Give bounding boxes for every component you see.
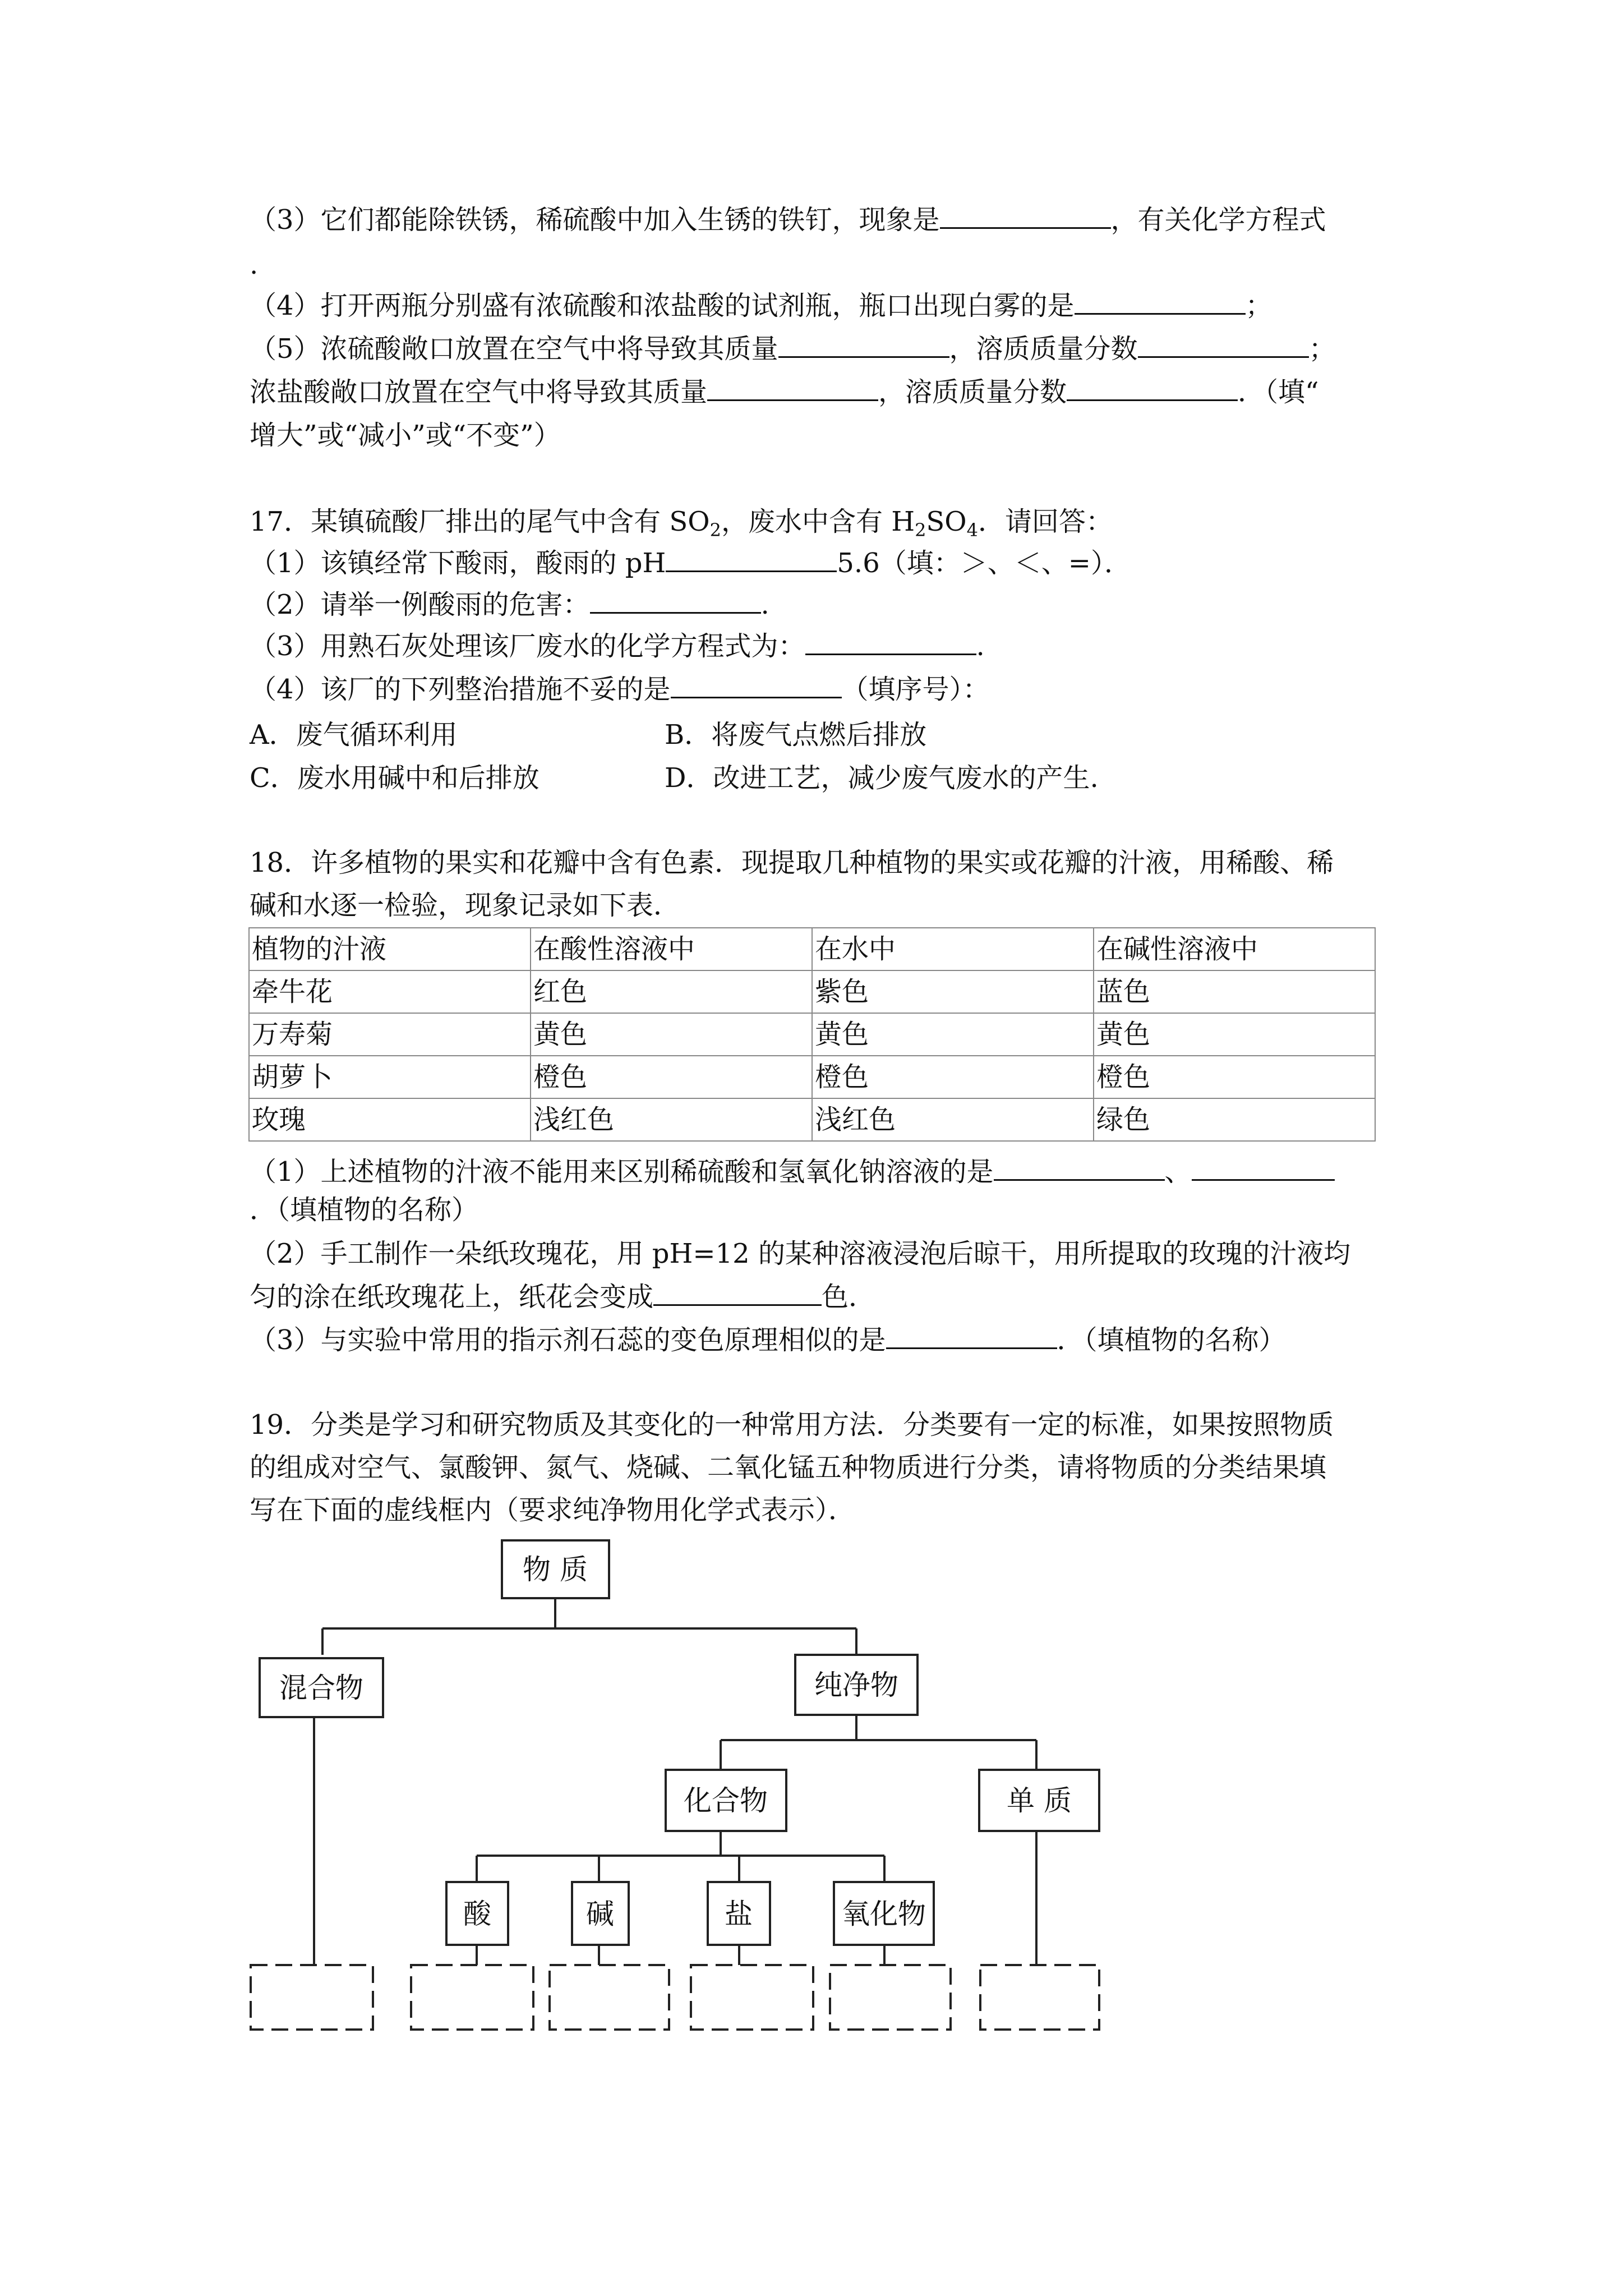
answer-box-base[interactable]: [550, 1965, 669, 2030]
q17-part2: （2）请举一例酸雨的危害： .: [250, 587, 1396, 623]
answer-blank[interactable]: [805, 629, 976, 655]
table-cell: 黄色: [1094, 1013, 1375, 1056]
answer-blank[interactable]: [1067, 375, 1238, 401]
answer-blank[interactable]: [886, 1323, 1057, 1349]
table-cell: 橙色: [812, 1056, 1094, 1098]
q18-part1-end: ．（填植物的名称）: [250, 1194, 479, 1226]
q16-part5-line2: 浓盐酸敞口放置在空气中将导致其质量 ，溶质质量分数 ．（填“: [250, 374, 1396, 410]
label-oxide: 氧化物: [842, 1898, 926, 1930]
q19-stem-line3: 写在下面的虚线框内（要求纯净物用化学式表示）．: [250, 1494, 856, 1526]
answer-blank[interactable]: [590, 587, 761, 614]
table-cell: 绿色: [1094, 1098, 1375, 1141]
tree-labels: [279, 1553, 1072, 1930]
q17-stem: 17．某镇硫酸厂排出的尾气中含有 $SO_2$，废水中含有 $H_2SO_4$．请回答：: [250, 506, 1113, 541]
label-base: 碱: [586, 1898, 614, 1930]
label-salt: 盐: [725, 1898, 753, 1930]
table-header-cell: 植物的汁液: [249, 928, 531, 970]
table-row: [249, 970, 1375, 1013]
table-cell: 红色: [531, 970, 812, 1013]
table-header-row: [249, 928, 1375, 970]
q18-stem-line2: 碱和水逐一检验，现象记录如下表．: [250, 890, 681, 921]
table-cell: 橙色: [531, 1056, 812, 1098]
q17-part4: （4）该厂的下列整治措施不妥的是 （填序号）：: [250, 671, 1396, 707]
table-header-cell: 在酸性溶液中: [531, 928, 812, 970]
label-element: 单 质: [1007, 1784, 1072, 1817]
plant-juice-table: [248, 927, 1376, 1142]
table-cell: 紫色: [812, 970, 1094, 1013]
table-cell: 黄色: [812, 1013, 1094, 1056]
q17-part1: （1）该镇经常下酸雨，酸雨的 pH 5.6（填：＞、＜、=）．: [250, 545, 1396, 581]
table-row: [249, 1013, 1375, 1056]
q18-part2-line2: 匀的涂在纸玫瑰花上，纸花会变成 色．: [250, 1279, 1396, 1315]
answer-blank[interactable]: [1075, 288, 1246, 315]
table-cell: 玫瑰: [249, 1098, 531, 1141]
table-cell: 蓝色: [1094, 970, 1375, 1013]
answer-boxes: [251, 1965, 1099, 2030]
q18-part3: （3）与实验中常用的指示剂石蕊的变色原理相似的是 ．（填植物的名称）: [250, 1322, 1396, 1358]
table-header-cell: 在碱性溶液中: [1094, 928, 1375, 970]
table-cell: 黄色: [531, 1013, 812, 1056]
answer-box-salt[interactable]: [691, 1965, 813, 2030]
answer-box-element[interactable]: [980, 1965, 1099, 2030]
tree-nodes: [260, 1540, 1099, 1945]
answer-blank[interactable]: [653, 1280, 822, 1306]
answer-box-mixture[interactable]: [251, 1965, 373, 2030]
q17-option-c: C．废水用碱中和后排放: [250, 762, 540, 794]
q17-option-d: D．改进工艺，减少废气废水的产生.: [665, 762, 1099, 794]
answer-blank[interactable]: [994, 1154, 1165, 1181]
answer-blank[interactable]: [1192, 1154, 1335, 1181]
q17-part3: （3）用熟石灰处理该厂废水的化学方程式为： .: [250, 628, 1396, 664]
answer-blank[interactable]: [666, 546, 837, 572]
label-mixture: 混合物: [279, 1672, 363, 1704]
q16-part5-line3: 增大”或“减小”或“不变”）: [250, 420, 561, 451]
q16-part3: （3）它们都能除铁锈，稀硫酸中加入生锈的铁钉，现象是 ，有关化学方程式: [250, 202, 1396, 238]
q17-option-a: A．废气循环利用: [250, 719, 458, 751]
label-pure-substance: 纯净物: [814, 1669, 898, 1701]
answer-blank[interactable]: [671, 672, 842, 698]
q18-stem-line1: 18．许多植物的果实和花瓣中含有色素．现提取几种植物的果实或花瓣的汁液，用稀酸、稀: [250, 847, 1334, 878]
q19-stem-line1: 19．分类是学习和研究物质及其变化的一种常用方法．分类要有一定的标准，如果按照物质: [250, 1409, 1334, 1441]
q17-option-b: B．将废气点燃后排放: [665, 719, 927, 751]
answer-box-acid[interactable]: [411, 1965, 533, 2030]
q16-part5-line1: （5）浓硫酸敞口放置在空气中将导致其质量 ，溶质质量分数 ；: [250, 331, 1396, 367]
q18-part1: （1）上述植物的汁液不能用来区别稀硫酸和氢氧化钠溶液的是 、: [250, 1154, 1396, 1190]
table-cell: 牵牛花: [249, 970, 531, 1013]
table-cell: 万寿菊: [249, 1013, 531, 1056]
q19-stem-line2: 的组成对空气、氯酸钾、氮气、烧碱、二氧化锰五种物质进行分类，请将物质的分类结果填: [250, 1452, 1327, 1483]
answer-blank[interactable]: [1138, 332, 1309, 358]
table-cell: 橙色: [1094, 1056, 1375, 1098]
answer-box-oxide[interactable]: [830, 1965, 951, 2030]
label-acid: 酸: [463, 1898, 491, 1930]
q18-part2-line1: （2）手工制作一朵纸玫瑰花，用 pH=12 的某种溶液浸泡后晾干，用所提取的玫瑰的汁液均: [250, 1238, 1350, 1269]
answer-blank[interactable]: [940, 203, 1111, 229]
answer-blank[interactable]: [707, 375, 878, 401]
table-row: [249, 1056, 1375, 1098]
answer-blank[interactable]: [778, 332, 949, 358]
q16-part3-end: .: [250, 249, 259, 280]
table-cell: 胡萝卜: [249, 1056, 531, 1098]
table-row: [249, 1098, 1375, 1141]
label-compound: 化合物: [684, 1784, 768, 1817]
label-matter: 物 质: [523, 1553, 588, 1586]
table-cell: 浅红色: [531, 1098, 812, 1141]
table-cell: 浅红色: [812, 1098, 1094, 1141]
table-header-cell: 在水中: [812, 928, 1094, 970]
q16-part4: （4）打开两瓶分别盛有浓硫酸和浓盐酸的试剂瓶，瓶口出现白雾的是 ；: [250, 288, 1396, 324]
classification-tree: [247, 1526, 1122, 2042]
